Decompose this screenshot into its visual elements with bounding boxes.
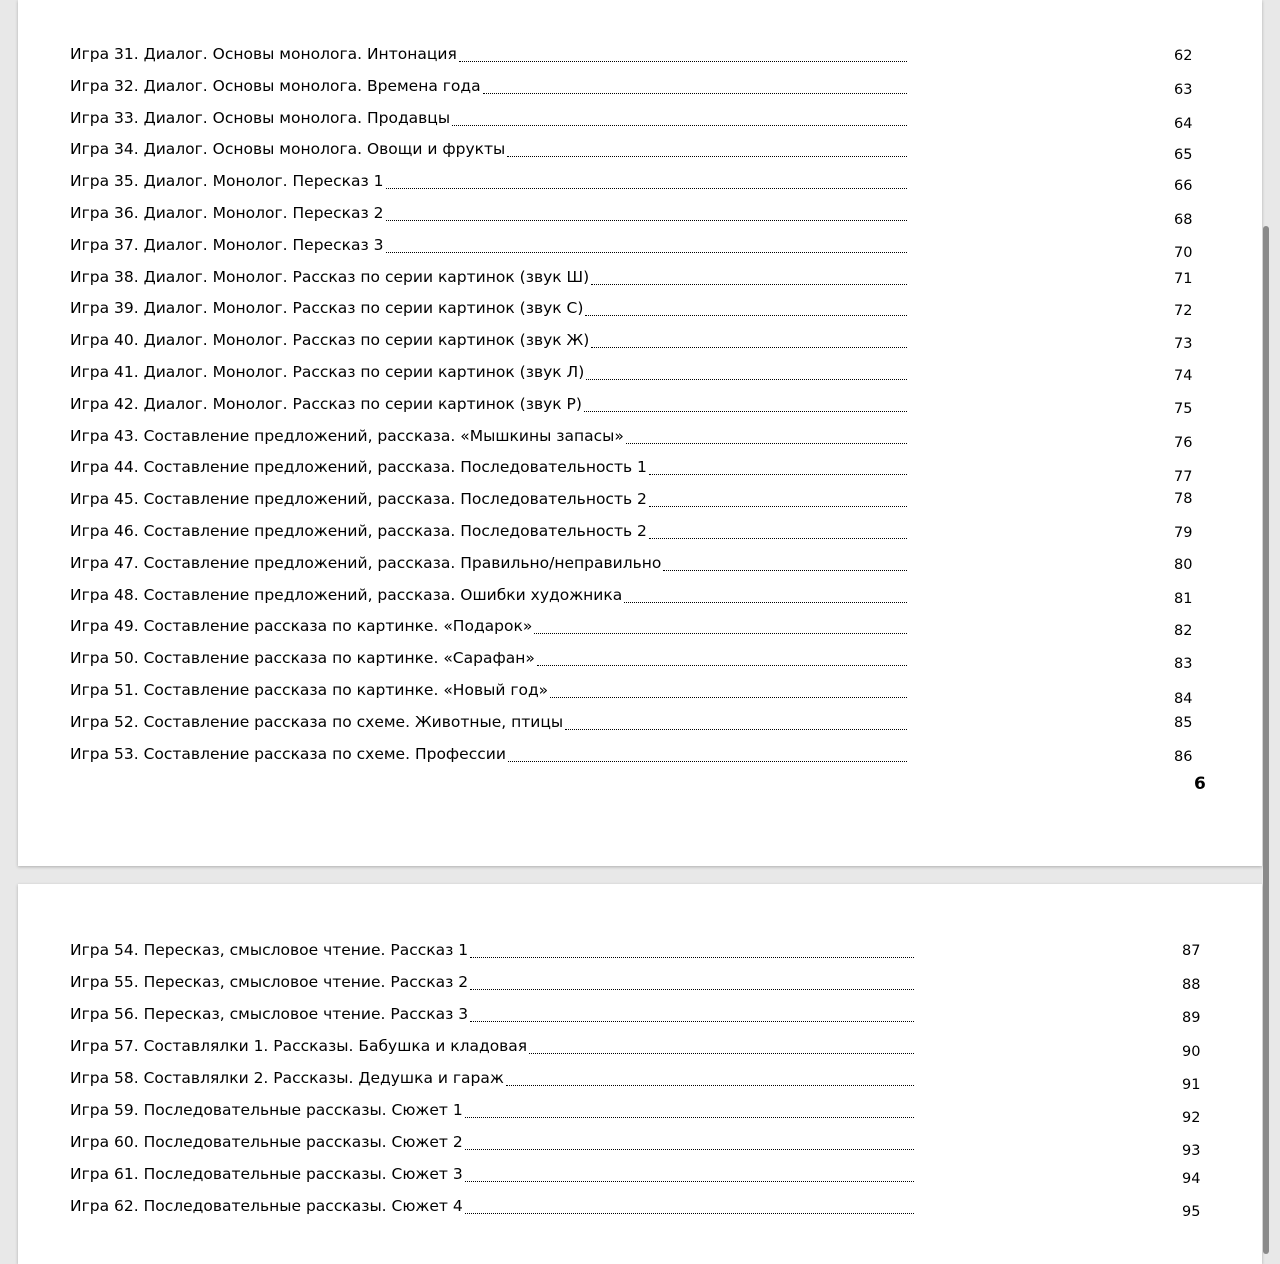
toc-entry-page-number: 83 [1174, 656, 1193, 673]
toc-entry [70, 616, 1193, 640]
toc-entry-page-number: 84 [1174, 691, 1193, 707]
toc-entry [70, 1164, 1201, 1188]
dot-leader [483, 81, 907, 94]
dot-leader [465, 1169, 914, 1182]
dot-leader [591, 335, 907, 348]
toc-entry-page-number: 68 [1174, 212, 1193, 228]
toc-entry-title: Игра 52. Составление рассказа по схеме. Животные, птицы [70, 712, 564, 731]
dot-leader [470, 945, 914, 958]
toc-entry-title: Игра 33. Диалог. Основы монолога. Продавцы [70, 108, 451, 127]
toc-entry-page-number: 73 [1174, 336, 1193, 353]
dot-leader [565, 717, 907, 730]
toc-entry-title: Игра 56. Пересказ, смысловое чтение. Рассказ 3 [70, 1005, 469, 1023]
dot-leader [470, 1009, 914, 1022]
toc-entry-page-number: 93 [1182, 1143, 1201, 1159]
toc-entry [70, 648, 1193, 673]
toc-entry-page-number: 75 [1174, 400, 1193, 417]
toc-entry [70, 1100, 1201, 1126]
toc-entry-page-number: 65 [1174, 147, 1193, 164]
toc-entry-title: Игра 54. Пересказ, смысловое чтение. Рассказ 1 [70, 941, 469, 959]
toc-entry [70, 712, 1193, 736]
toc-entry-title: Игра 55. Пересказ, смысловое чтение. Рассказ 2 [70, 973, 469, 991]
toc-entry-page-number: 79 [1174, 525, 1193, 541]
dot-leader [465, 1137, 914, 1150]
dot-leader [470, 977, 914, 990]
toc-entry-title: Игра 61. Последовательные рассказы. Сюжет 3 [70, 1165, 463, 1183]
toc-entry [70, 1132, 1201, 1159]
toc-entry-page-number: 85 [1174, 714, 1193, 731]
toc-entry-page-number: 62 [1174, 48, 1193, 64]
toc-entry-title: Игра 44. Составление предложений, рассказа. Последовательность 1 [70, 458, 647, 477]
dot-leader [506, 1073, 914, 1086]
dot-leader [663, 558, 907, 571]
dot-leader [537, 653, 907, 666]
toc-entry-page-number: 76 [1174, 434, 1193, 451]
toc-entry [70, 1196, 1201, 1220]
toc-entry [70, 330, 1193, 354]
toc-entry-page-number: 71 [1174, 270, 1193, 287]
toc-entry [70, 171, 1193, 195]
toc-entry-title: Игра 57. Составлялки 1. Рассказы. Бабушка и кладовая [70, 1037, 528, 1055]
dot-leader [459, 49, 907, 62]
toc-entry-title: Игра 47. Составление предложений, рассказа. Правильно/неправильно [70, 553, 662, 572]
toc-entry-page-number: 89 [1182, 1010, 1201, 1026]
toc-entry [70, 680, 1193, 707]
dot-leader [508, 749, 907, 762]
toc-entry [70, 940, 1201, 964]
toc-entry [70, 426, 1193, 451]
dot-leader [584, 399, 907, 412]
dot-leader [626, 431, 907, 444]
toc-entry-title: Игра 46. Составление предложений, рассказа. Последовательность 2 [70, 522, 647, 540]
document-page-7 [18, 884, 1262, 1264]
toc-entry-title: Игра 41. Диалог. Монолог. Рассказ по серии картинок (звук Л) [70, 363, 585, 381]
page-number: 6 [1194, 774, 1206, 794]
toc-entry [70, 521, 1193, 545]
toc-entry [70, 553, 1193, 577]
toc-entry [70, 394, 1193, 418]
dot-leader [649, 462, 907, 475]
dot-leader [534, 621, 907, 634]
toc-entry [70, 139, 1193, 164]
toc-entry-title: Игра 40. Диалог. Монолог. Рассказ по серии картинок (звук Ж) [70, 331, 590, 350]
document-page-6 [18, 0, 1262, 866]
toc-entry [70, 362, 1193, 386]
toc-entry-page-number: 81 [1174, 590, 1193, 607]
dot-leader [507, 144, 907, 157]
toc-entry-page-number: 82 [1174, 623, 1193, 640]
dot-leader [529, 1041, 914, 1054]
toc-entry [70, 972, 1201, 996]
toc-entry-title: Игра 50. Составление рассказа по картинке. «Сарафан» [70, 649, 535, 668]
toc-entry [70, 1036, 1201, 1060]
toc-entry-title: Игра 34. Диалог. Основы монолога. Овощи и фрукты [70, 140, 506, 159]
toc-entry-page-number: 95 [1182, 1204, 1201, 1220]
toc-entry-page-number: 70 [1174, 244, 1193, 261]
toc-entry-page-number: 77 [1174, 469, 1193, 486]
toc-entry [70, 235, 1193, 261]
toc-entry-page-number: 86 [1174, 748, 1193, 765]
dot-leader [550, 685, 907, 698]
toc-entry [70, 1068, 1201, 1093]
dot-leader [649, 526, 907, 539]
toc-entry-title: Игра 42. Диалог. Монолог. Рассказ по серии картинок (звук Р) [70, 394, 582, 413]
toc-entry-page-number: 64 [1174, 115, 1193, 132]
dot-leader [465, 1201, 914, 1214]
toc-entry-page-number: 74 [1174, 368, 1193, 384]
toc-entry [70, 457, 1193, 486]
toc-entry [70, 489, 1193, 513]
toc-entry-page-number: 87 [1182, 943, 1201, 959]
dot-leader [585, 303, 907, 316]
toc-entry-title: Игра 51. Составление рассказа по картинке. «Новый год» [70, 681, 549, 699]
toc-entry [70, 203, 1193, 228]
dot-leader [649, 494, 907, 507]
dot-leader [624, 590, 907, 603]
toc-entry-title: Игра 36. Диалог. Монолог. Пересказ 2 [70, 204, 384, 222]
toc-entry-title: Игра 37. Диалог. Монолог. Пересказ 3 [70, 235, 384, 254]
toc-entry-page-number: 80 [1174, 556, 1193, 573]
toc-entry [70, 585, 1193, 609]
toc-entry-page-number: 91 [1182, 1077, 1201, 1093]
toc-entry-title: Игра 49. Составление рассказа по картинке. «Подарок» [70, 617, 533, 636]
toc-entry-page-number: 88 [1182, 977, 1201, 993]
toc-entry-title: Игра 59. Последовательные рассказы. Сюжет 1 [70, 1101, 463, 1119]
toc-entry-title: Игра 48. Составление предложений, рассказа. Ошибки художника [70, 585, 623, 604]
dot-leader [452, 113, 907, 126]
toc-entry [70, 298, 1193, 322]
toc-entry-title: Игра 45. Составление предложений, рассказа. Последовательность 2 [70, 490, 647, 509]
vertical-scrollbar[interactable] [1263, 226, 1269, 1254]
toc-entry-title: Игра 38. Диалог. Монолог. Рассказ по серии картинок (звук Ш) [70, 267, 590, 286]
dot-leader [465, 1105, 914, 1118]
dot-leader [386, 208, 908, 221]
toc-entry-page-number: 63 [1174, 81, 1193, 98]
toc-entry-title: Игра 53. Составление рассказа по схеме. Профессии [70, 744, 506, 763]
toc-entry [70, 1004, 1201, 1028]
toc-entry-page-number: 90 [1182, 1044, 1201, 1060]
toc-entry [70, 44, 1193, 68]
dot-leader [591, 272, 907, 285]
toc-entry-title: Игра 31. Диалог. Основы монолога. Интонация [70, 45, 457, 63]
dot-leader [586, 367, 907, 380]
toc-entry [70, 267, 1193, 291]
toc-entry-page-number: 72 [1174, 303, 1193, 320]
toc-entry-title: Игра 39. Диалог. Монолог. Рассказ по серии картинок (звук С) [70, 299, 584, 318]
toc-entry-title: Игра 58. Составлялки 2. Рассказы. Дедушка и гараж [70, 1069, 504, 1087]
toc-entry-page-number: 92 [1182, 1110, 1201, 1126]
toc-entry-page-number: 94 [1182, 1171, 1201, 1187]
toc-entry [70, 744, 1193, 768]
toc-entry-title: Игра 62. Последовательные рассказы. Сюжет 4 [70, 1197, 463, 1215]
toc-entry [70, 76, 1193, 100]
toc-entry-page-number: 66 [1174, 178, 1193, 195]
toc-entry-title: Игра 43. Составление предложений, рассказа. «Мышкины запасы» [70, 426, 624, 445]
toc-entry [70, 108, 1193, 132]
dot-leader [386, 240, 908, 253]
toc-entry-title: Игра 60. Последовательные рассказы. Сюжет 2 [70, 1133, 463, 1151]
toc-entry-page-number: 78 [1174, 491, 1193, 508]
toc-entry-title: Игра 32. Диалог. Основы монолога. Времена года [70, 76, 481, 95]
toc-entry-title: Игра 35. Диалог. Монолог. Пересказ 1 [70, 172, 384, 191]
dot-leader [386, 176, 908, 189]
